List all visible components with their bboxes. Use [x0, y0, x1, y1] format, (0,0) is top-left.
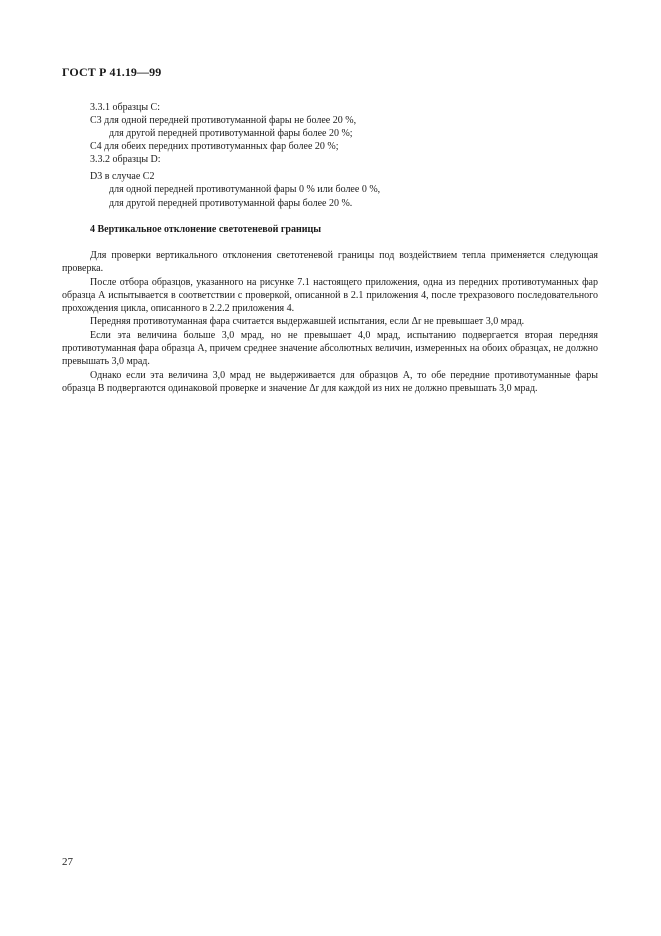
paragraph: После отбора образцов, указанного на рисунке 7.1 настоящего приложения, одна из передних противотуманных фар образца А испытывается в соответствии с проверкой, описанной в 2.1 приложения 4, после трехразового последовательного прохождения цикла, описанного в 2.2.2 приложения 4. [62, 276, 598, 315]
subsection-heading-332: 3.3.2 образцы D: [90, 154, 161, 165]
document-header: ГОСТ Р 41.19—99 [62, 65, 162, 79]
paragraph: Передняя противотуманная фара считается выдержавшей испытания, если Δr не превышает 3,0 мрад. [90, 316, 525, 328]
paragraph: Однако если эта величина 3,0 мрад не выдерживается для образцов А, то обе передние противотуманные фары образца В подвергаются одинаковой проверке и значение Δr для каждой из них не должно превышать 3,0 мрад. [62, 369, 598, 394]
sample-c3-line-1: С3 для одной передней противотуманной фары не более 20 %, [90, 115, 357, 126]
sample-d3-line-2: для одной передней противотуманной фары 0 % или более 0 %, [109, 184, 381, 195]
section-4-title: 4 Вертикальное отклонение светотеневой границы [90, 224, 322, 235]
sample-d3-line-3: для другой передней противотуманной фары более 20 %. [109, 198, 353, 209]
page-number: 27 [62, 856, 73, 868]
section-4-body [62, 249, 598, 395]
paragraph: Для проверки вертикального отклонения светотеневой границы под воздействием тепла применяется следующая проверка. [62, 250, 598, 275]
subsection-heading-331: 3.3.1 образцы С: [90, 102, 160, 113]
paragraph: Если эта величина больше 3,0 мрад, но не превышает 4,0 мрад, испытанию подвергается вторая передняя противотуманная фара образца А, причем среднее значение абсолютных величин, измеренных на обоих образцах, не должно превышать 3,0 мрад. [62, 329, 598, 368]
sample-c3-line-2: для другой передней противотуманной фары более 20 %; [109, 128, 353, 139]
sample-d3-line-1: D3 в случае С2 [90, 171, 155, 182]
sample-c4-line: С4 для обеих передних противотуманных фар более 20 %; [90, 141, 339, 152]
